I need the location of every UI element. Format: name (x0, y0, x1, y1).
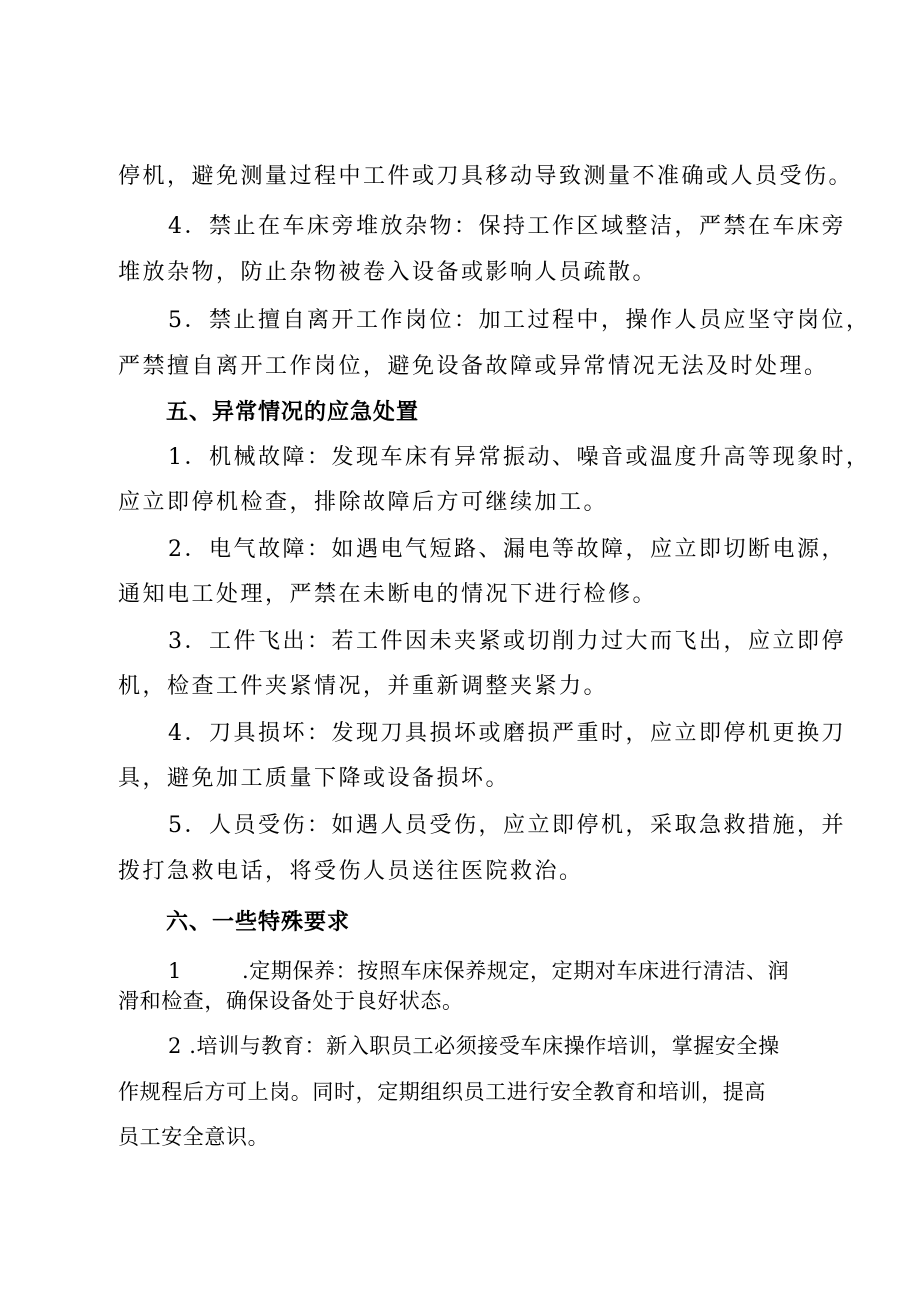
paragraph-line: 5．人员受伤：如遇人员受伤，应立即停机，采取急救措施，并 (168, 813, 846, 838)
paragraph-line: 应立即停机检查，排除故障后方可继续加工。 (118, 490, 609, 515)
paragraph-line (168, 956, 789, 986)
paragraph-line: 滑和检查，确保设备处于良好状态。 (118, 989, 464, 1013)
paragraph-line: 2．电气故障：如遇电气短路、漏电等故障，应立即切断电源， (168, 537, 846, 562)
paragraph-line: 3．工件飞出：若工件因未夹紧或切削力过大而飞出，应立即停 (168, 629, 846, 654)
paragraph-line: 具，避免加工质量下降或设备损坏。 (118, 766, 511, 791)
paragraph-line: 1．机械故障：发现车床有异常振动、噪音或温度升高等现象时， (168, 445, 871, 470)
paragraph-line: 停机，避免测量过程中工件或刀具移动导致测量不准确或人员受伤。 (118, 164, 854, 189)
list-number: 1 (168, 959, 182, 983)
paragraph-line: 堆放杂物，防止杂物被卷入设备或影响人员疏散。 (118, 260, 658, 285)
paragraph-line: 4．禁止在车床旁堆放杂物：保持工作区域整洁，严禁在车床旁 (168, 214, 846, 239)
paragraph-line: 严禁擅自离开工作岗位，避免设备故障或异常情况无法及时处理。 (118, 354, 829, 379)
paragraph-line: 通知电工处理，严禁在未断电的情况下进行检修。 (118, 582, 658, 607)
paragraph-line: 2 .培训与教育：新入职员工必须接受车床操作培训，掌握安全操 (168, 1034, 780, 1058)
paragraph-line: 5．禁止擅自离开工作岗位：加工过程中，操作人员应坚守岗位， (168, 308, 871, 333)
list-text: .定期保养：按照车床保养规定，定期对车床进行清洁、润 (241, 959, 790, 983)
paragraph-line: 员工安全意识。 (118, 1125, 270, 1149)
paragraph-line: 作规程后方可上岗。同时，定期组织员工进行安全教育和培训，提高 (118, 1080, 766, 1104)
paragraph-line: 4．刀具损坏：发现刀具损坏或磨损严重时，应立即停机更换刀 (168, 721, 846, 746)
section-heading: 六、一些特殊要求 (166, 909, 351, 935)
paragraph-line: 机，检查工件夹紧情况，并重新调整夹紧力。 (118, 674, 609, 699)
section-heading: 五、异常情况的应急处置 (166, 399, 420, 425)
paragraph-line: 拨打急救电话，将受伤人员送往医院救治。 (118, 859, 584, 884)
